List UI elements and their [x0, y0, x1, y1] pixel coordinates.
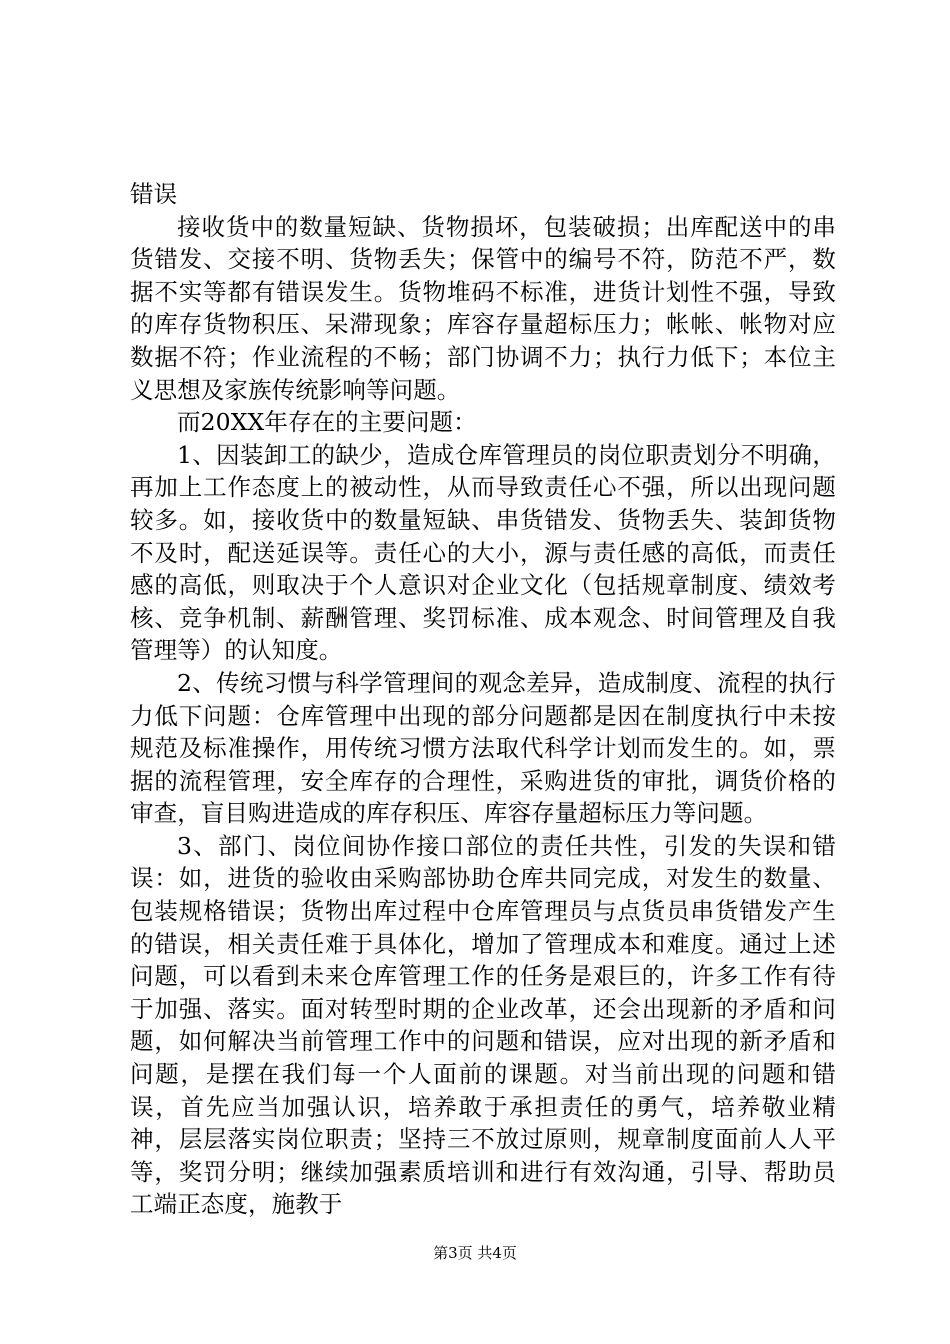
- paragraph-issue-3: 3、部门、岗位间协作接口部位的责任共性，引发的失误和错误：如，进货的验收由采购部协助仓库共同完成，对发生的数量、包装规格错误；货物出库过程中仓库管理员与点货员串货错发产生的错误，相关责任难于具体化，增加了管理成本和难度。通过上述问题，可以看到未来仓库管理工作的任务是艰巨的，许多工作有待于加强、落实。面对转型时期的企业改革，还会出现新的矛盾和问题，如何解决当前管理工作中的问题和错误，应对出现的新矛盾和问题，是摆在我们每一个人面前的课题。对当前出现的问题和错误，首先应当加强认识，培养敢于承担责任的勇气，培养敬业精神，层层落实岗位职责；坚持三不放过原则，规章制度面前人人平等，奖罚分明；继续加强素质培训和进行有效沟通，引导、帮助员工端正态度，施教于: [130, 831, 836, 1219]
- paragraph-issue-1: 1、因装卸工的缺少，造成仓库管理员的岗位职责划分不明确，再加上工作态度上的被动性，从而导致责任心不强，所以出现问题较多。如，接收货中的数量短缺、串货错发、货物丢失、装卸货物不及时，配送延误等。责任心的大小，源与责任感的高低，而责任感的高低，则取决于个人意识对企业文化（包括规章制度、绩效考核、竞争机制、薪酬管理、奖罚标准、成本观念、时间管理及自我管理等）的认知度。: [130, 440, 836, 665]
- page-number: 第3页 共4页: [433, 1244, 517, 1262]
- paragraph-continuation: 错误: [130, 180, 178, 208]
- document-body: [130, 178, 836, 1221]
- paragraph-errors-list: 接收货中的数量短缺、货物损坏，包装破损；出库配送中的串货错发、交接不明、货物丢失；保管中的编号不符，防范不严，数据不实等都有错误发生。货物堆码不标准，进货计划性不强，导致的库存货物积压、呆滞现象；库容存量超标压力；帐帐、帐物对应数据不符；作业流程的不畅；部门协调不力；执行力低下；本位主义思想及家族传统影响等问题。: [130, 212, 836, 404]
- paragraph-main-issues-heading: 而20XX年存在的主要问题：: [177, 408, 477, 437]
- page-footer: [0, 1243, 950, 1263]
- paragraph-issue-2: 2、传统习惯与科学管理间的观念差异，造成制度、流程的执行力低下问题：仓库管理中出现的部分问题都是因在制度执行中未按规范及标准操作，用传统习惯方法取代科学计划而发生的。如，票据的流程管理，安全库存的合理性，采购进货的审批，调货价格的审查，盲目购进造成的库存积压、库容存量超标压力等问题。: [130, 668, 836, 828]
